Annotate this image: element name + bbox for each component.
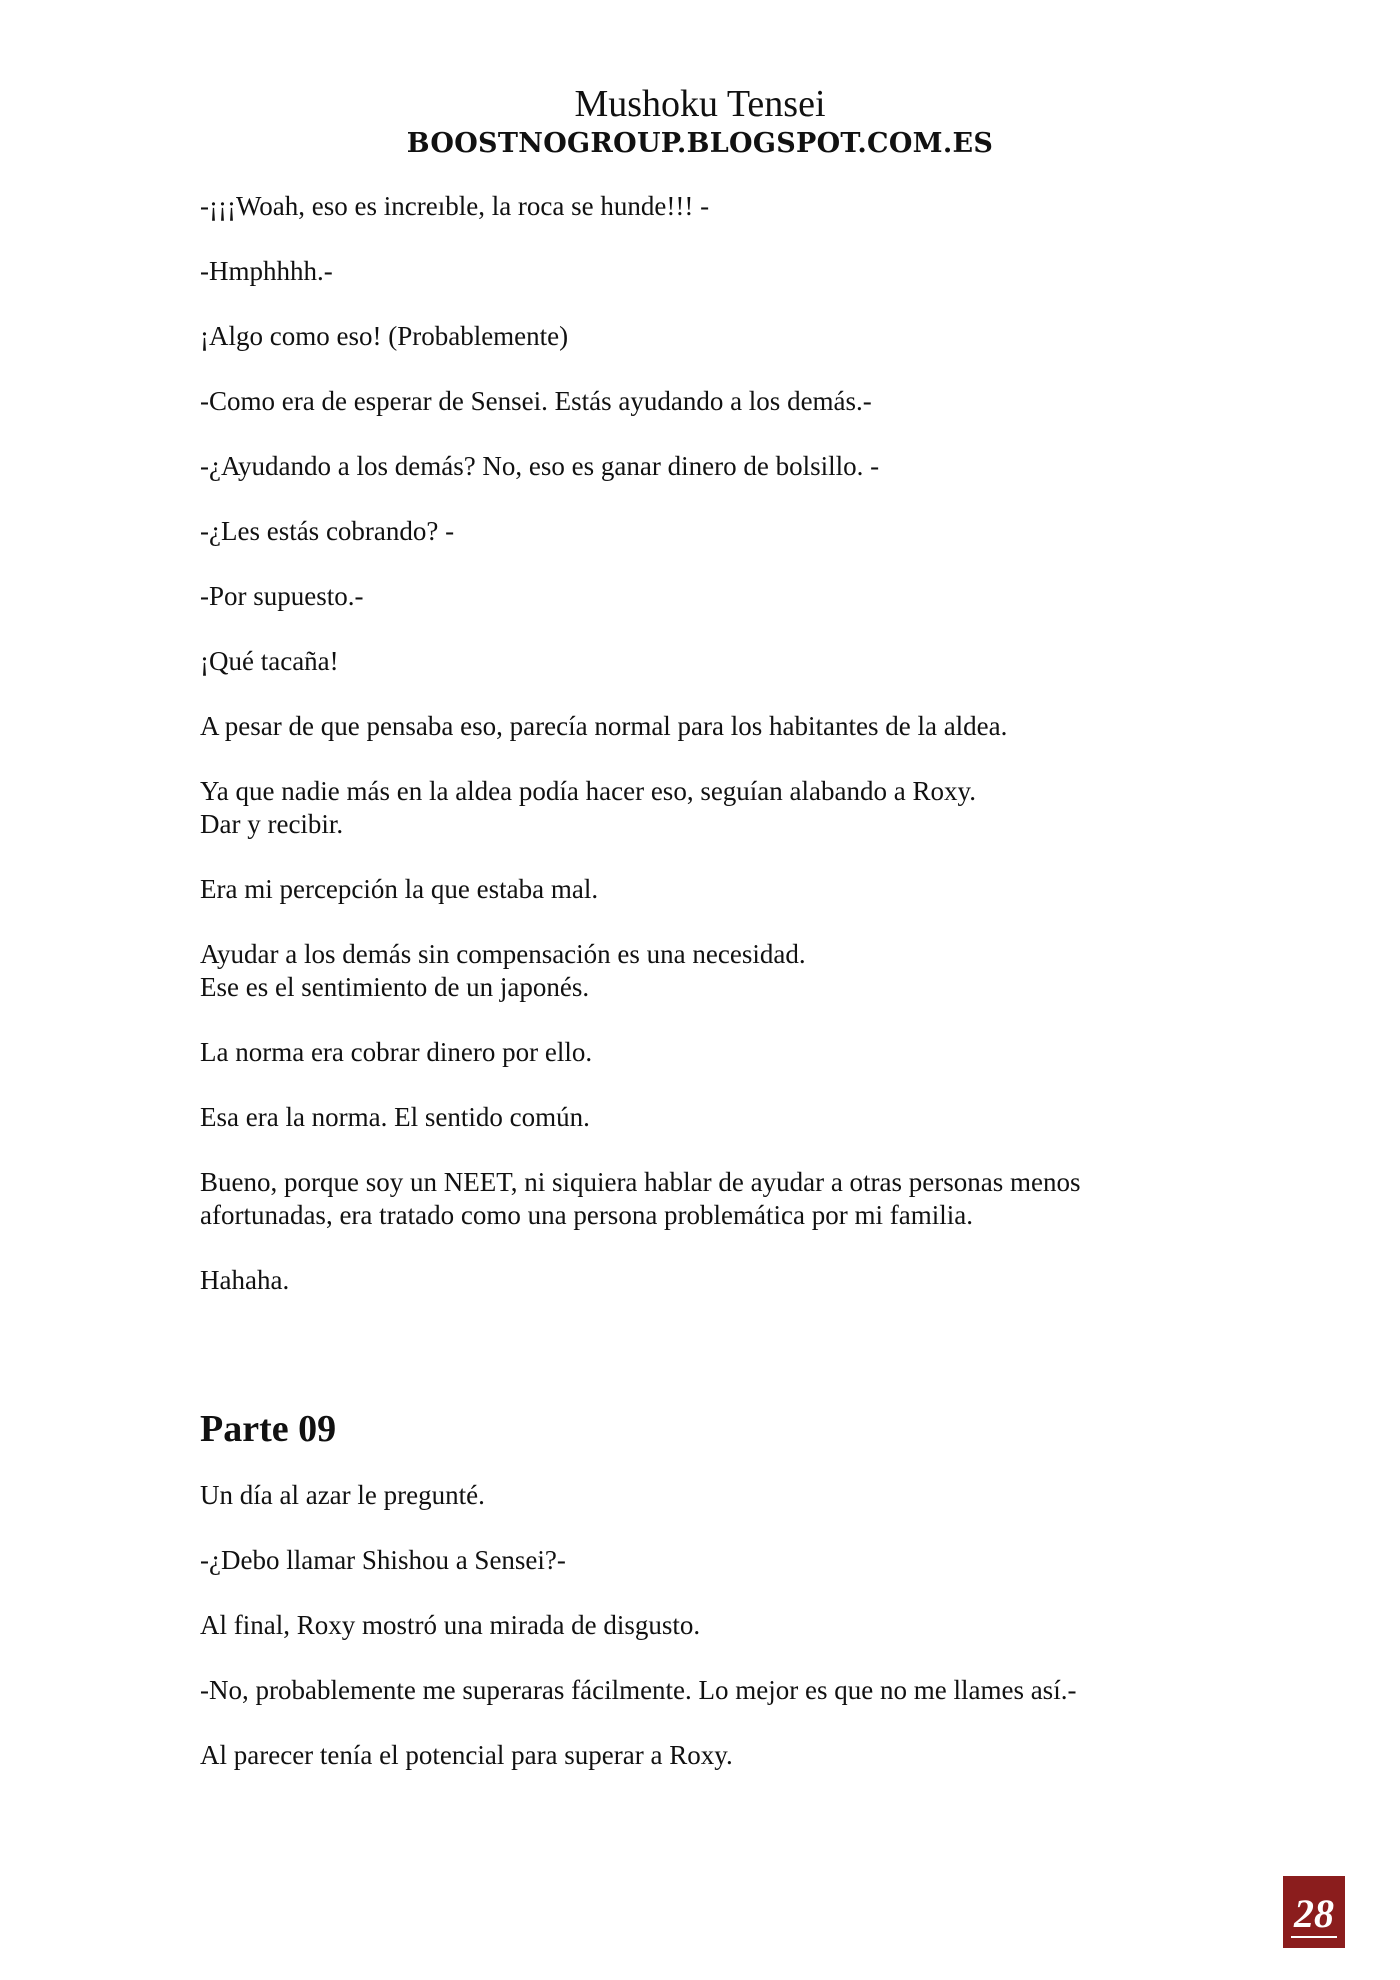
paragraph: -¿Debo llamar Shishou a Sensei?-	[200, 1545, 566, 1575]
paragraph: -¡¡¡Woah, eso es increıble, la roca se hunde!!! -	[200, 191, 710, 221]
paragraph: -No, probablemente me superaras fácilmente. Lo mejor es que no me llames así.-	[200, 1675, 1077, 1705]
page-number: 28	[1294, 1891, 1334, 1936]
paragraph: Hahaha.	[200, 1265, 290, 1295]
section-spacer	[200, 1329, 1200, 1407]
paragraph: Ayudar a los demás sin compensación es una necesidad. Ese es el sentimiento de un japonés.	[200, 939, 806, 1002]
paragraph: -Por supuesto.-	[200, 581, 364, 611]
page-header	[0, 82, 1400, 160]
site-url: BOOSTNOGROUP.BLOGSPOT.COM.ES	[406, 128, 994, 159]
paragraph: Un día al azar le pregunté.	[200, 1480, 485, 1510]
paragraph: ¡Qué tacaña!	[200, 646, 339, 676]
section-heading: Parte 09	[200, 1408, 337, 1450]
page-number-badge	[1283, 1876, 1345, 1948]
paragraph: Al parecer tenía el potencial para superar a Roxy.	[200, 1740, 733, 1770]
paragraph: Esa era la norma. El sentido común.	[200, 1102, 590, 1132]
paragraph: Ya que nadie más en la aldea podía hacer eso, seguían alabando a Roxy. Dar y recibir.	[200, 776, 976, 839]
paragraph: Bueno, porque soy un NEET, ni siquiera hablar de ayudar a otras personas menos afortunadas, era tratado como una persona problemática por mi familia.	[200, 1167, 1081, 1230]
paragraph: -¿Ayudando a los demás? No, eso es ganar dinero de bolsillo. -	[200, 451, 880, 481]
paragraph: -Hmphhhh.-	[200, 256, 333, 286]
paragraph: -¿Les estás cobrando? -	[200, 516, 455, 546]
page-number-underline	[1291, 1936, 1337, 1938]
paragraph: A pesar de que pensaba eso, parecía normal para los habitantes de la aldea.	[200, 711, 1008, 741]
paragraph: ¡Algo como eso! (Probablemente)	[200, 321, 569, 351]
paragraph: La norma era cobrar dinero por ello.	[200, 1037, 593, 1067]
document-title: Mushoku Tensei	[574, 83, 826, 125]
page-body	[200, 190, 1200, 1804]
paragraph: Era mi percepción la que estaba mal.	[200, 874, 599, 904]
paragraph: Al final, Roxy mostró una mirada de disgusto.	[200, 1610, 701, 1640]
paragraph: -Como era de esperar de Sensei. Estás ayudando a los demás.-	[200, 386, 872, 416]
